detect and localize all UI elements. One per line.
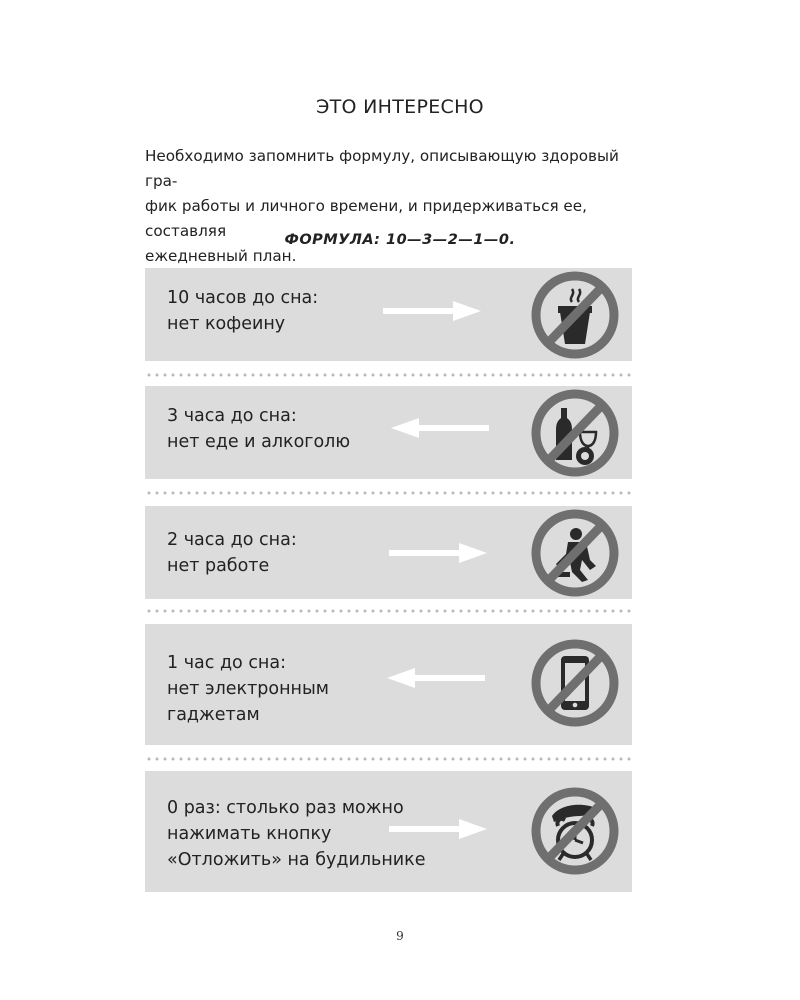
intro-paragraph [145, 144, 645, 269]
dotted-divider [145, 373, 632, 377]
intro-line: фик работы и личного времени, и придерживаться ее, составляя [145, 197, 587, 240]
rule-line: 0 раз: столько раз можно [167, 798, 404, 818]
formula-heading: ФОРМУЛА: 10—3—2—1—0. [284, 232, 516, 248]
dotted-divider [145, 491, 632, 495]
rule-text [167, 650, 329, 728]
dotted-divider [145, 757, 632, 761]
rule-line: «Отложить» на будильнике [167, 850, 426, 870]
rule-line: нет работе [167, 556, 270, 576]
arrow-right-icon [383, 300, 483, 322]
arrow-left-icon [389, 417, 489, 439]
rule-text [167, 527, 297, 579]
rule-line: нажимать кнопку [167, 824, 332, 844]
rule-card-gadgets [145, 624, 632, 745]
no-food-alcohol-icon [530, 388, 620, 478]
rule-card-food-alcohol [145, 386, 632, 479]
intro-line: Необходимо запомнить формулу, описывающую здоровый гра- [145, 147, 619, 190]
rule-text [167, 285, 318, 337]
no-work-icon [530, 508, 620, 598]
rule-line: гаджетам [167, 705, 260, 725]
rule-line: 10 часов до сна: [167, 288, 319, 308]
rule-card-snooze [145, 771, 632, 892]
no-coffee-icon [530, 270, 620, 360]
intro-line: ежедневный план. [145, 247, 297, 265]
rule-line: 2 часа до сна: [167, 530, 297, 550]
no-snooze-icon [530, 786, 620, 876]
rule-card-work [145, 506, 632, 599]
no-phone-icon [530, 638, 620, 728]
rule-line: 1 час до сна: [167, 653, 286, 673]
rule-text [167, 795, 425, 873]
arrow-right-icon [389, 818, 489, 840]
arrow-right-icon [389, 542, 489, 564]
page-number: 9 [396, 929, 404, 943]
section-title: ЭТО ИНТЕРЕСНО [316, 96, 484, 118]
arrow-left-icon [385, 667, 485, 689]
rule-line: нет электронным [167, 679, 330, 699]
rule-card-coffee [145, 268, 632, 361]
rule-line: нет кофеину [167, 314, 286, 334]
rule-text [167, 403, 350, 455]
rule-line: нет еде и алкоголю [167, 432, 351, 452]
rule-line: 3 часа до сна: [167, 406, 297, 426]
dotted-divider [145, 609, 632, 613]
